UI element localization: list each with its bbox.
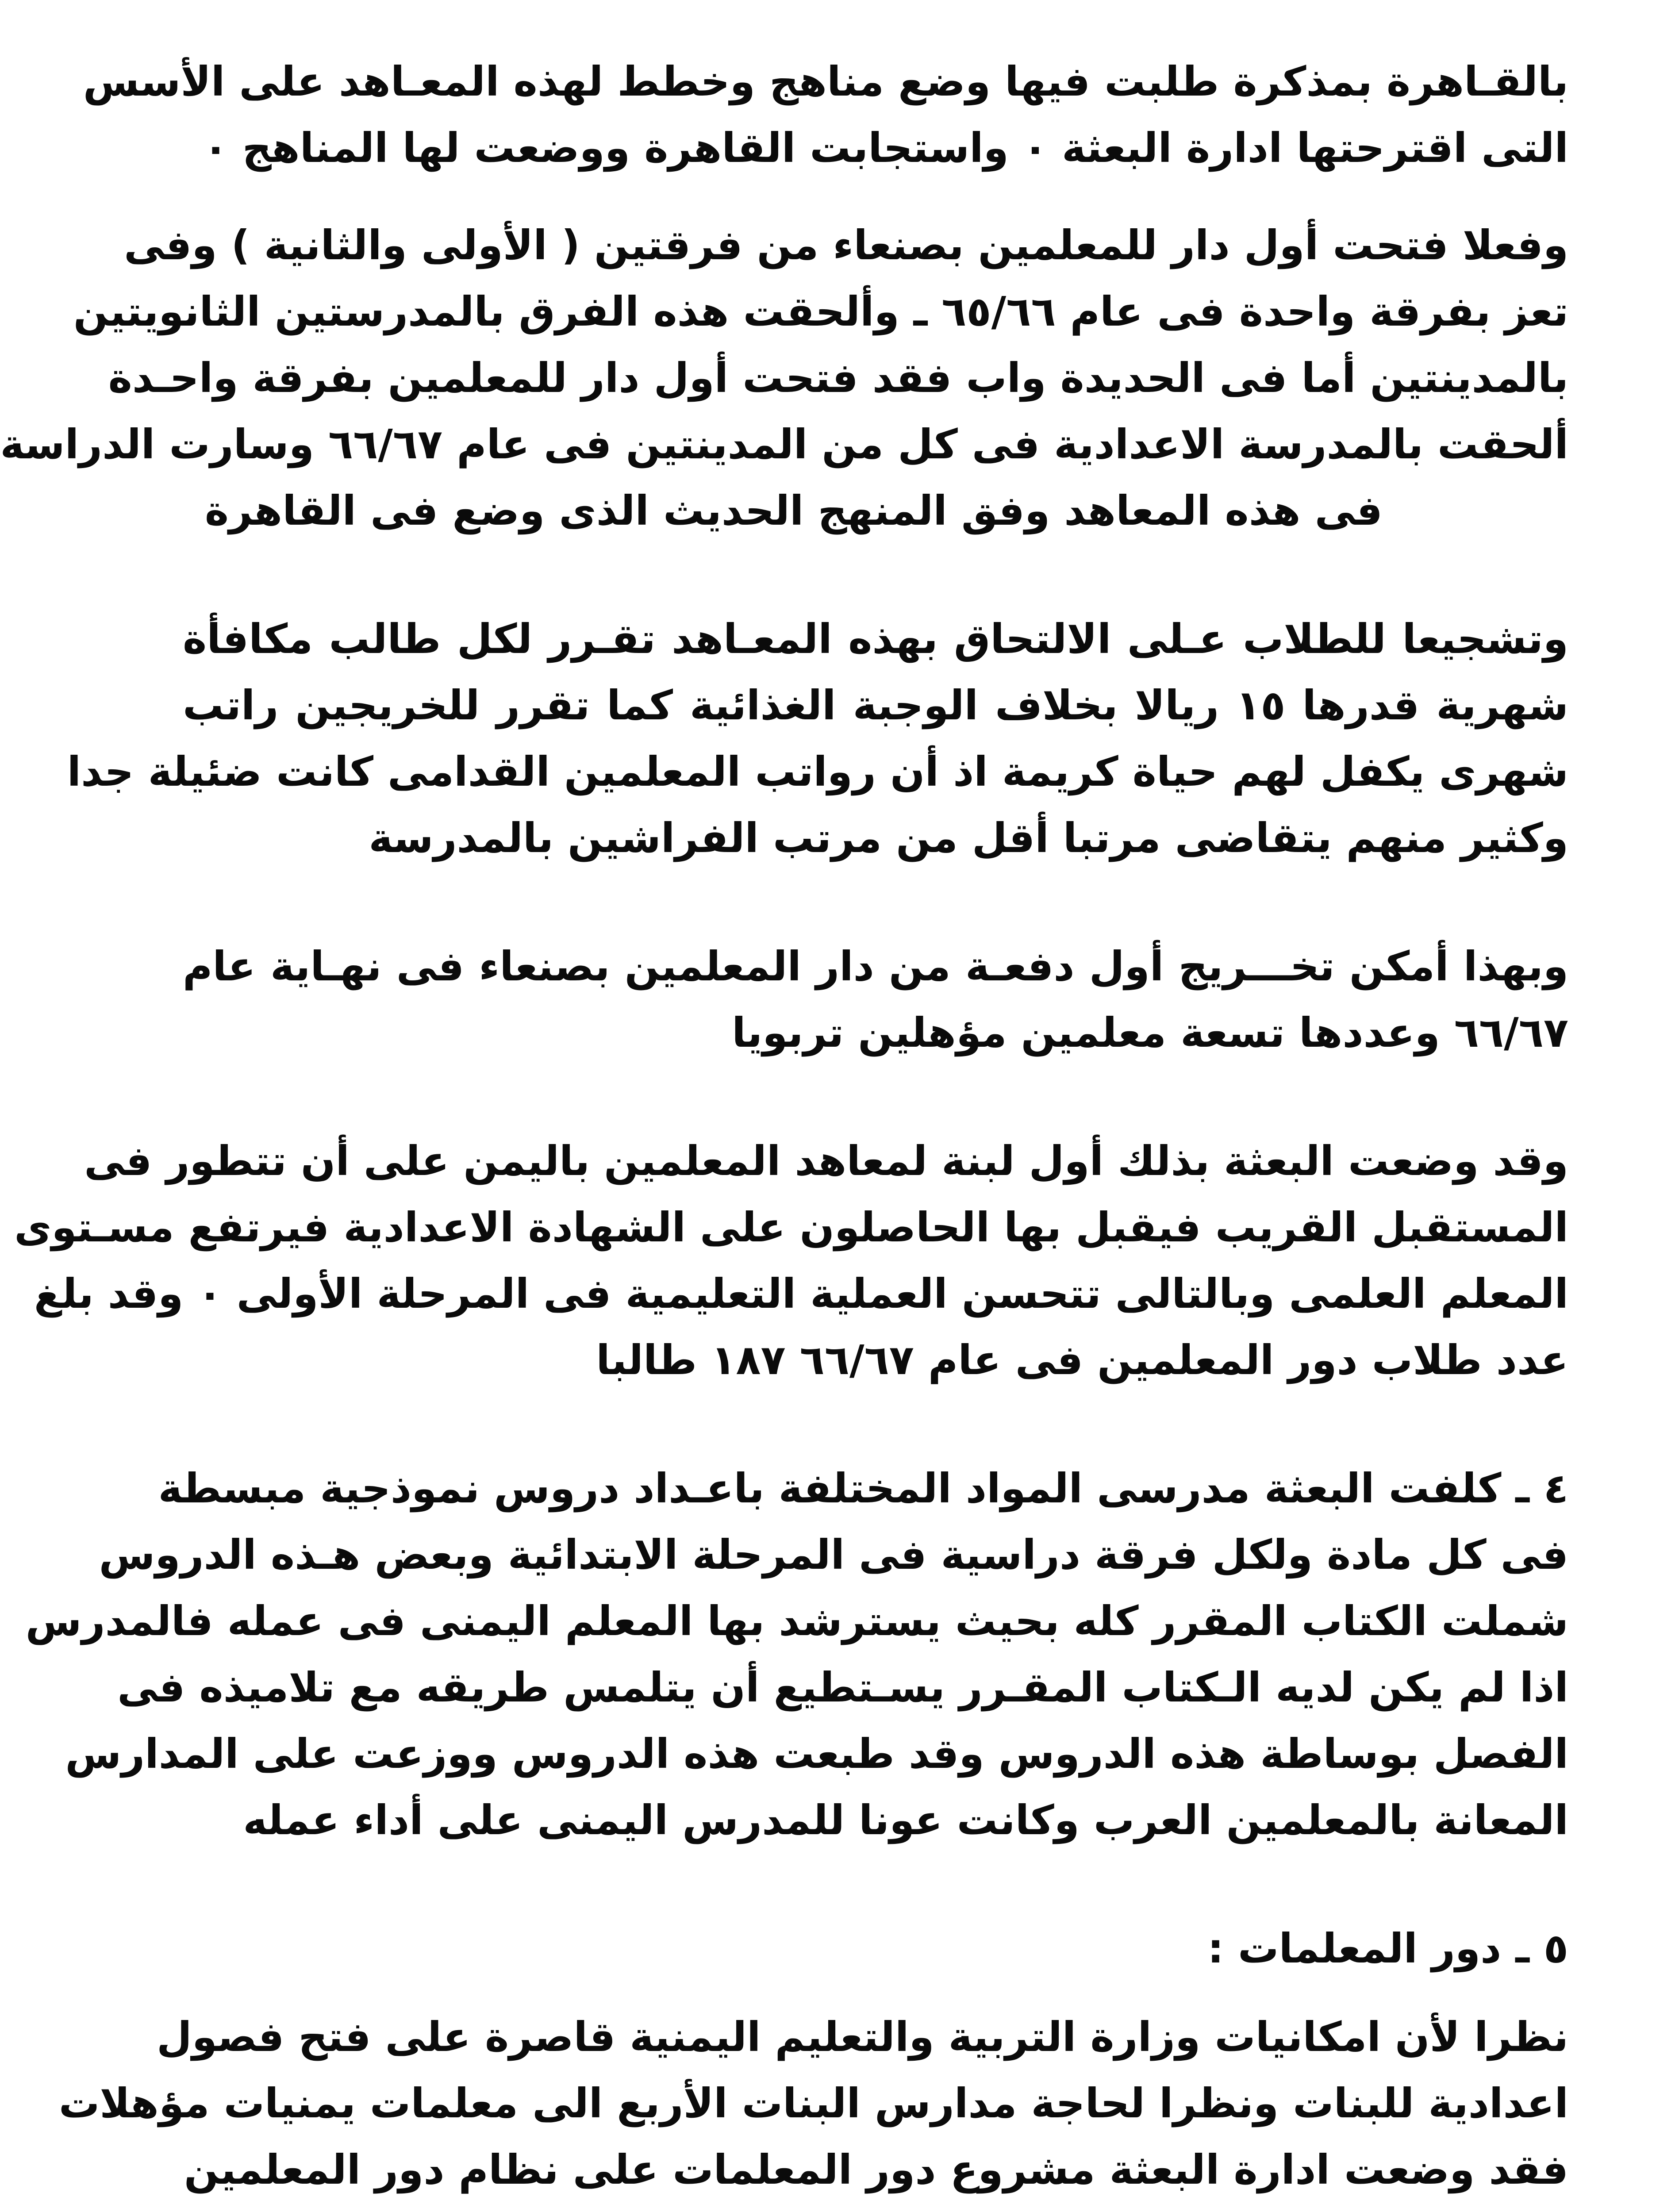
paragraph-1	[83, 49, 1568, 181]
text-line: اعدادية للبنات ونظرا لحاجة مدارس البنات الأربع الى معلمات يمنيات مؤهلات	[58, 2080, 1568, 2127]
paragraph-5	[14, 1128, 1568, 1394]
text-line: التى اقترحتها ادارة البعثة ٠ واستجابت القاهرة ووضعت لها المناهج ٠	[203, 124, 1568, 172]
paragraph-3	[67, 606, 1568, 872]
text-line: الفصل بوساطة هذه الدروس وقد طبعت هذه الدروس ووزعت على المدارس	[65, 1730, 1568, 1778]
text-line: نظرا لأن امكانيات وزارة التربية والتعليم اليمنية قاصرة على فتح فصول	[156, 2013, 1568, 2061]
text-line: اذا لم يكن لديه الـكتاب المقـرر يسـتطيع أن يتلمس طريقه مع تلاميذه فى	[117, 1664, 1568, 1711]
text-line: فقد وضعت ادارة البعثة مشروع دور المعلمات على نظام دور المعلمين	[184, 2146, 1568, 2193]
paragraph-4	[183, 933, 1568, 1066]
text-line: ٤ ـ كلفت البعثة مدرسى المواد المختلفة باعـداد دروس نموذجية مبسطة	[158, 1465, 1568, 1512]
section-heading: ٥ ـ دور المعلمات :	[1207, 1925, 1568, 1972]
text-line: المعانة بالمعلمين العرب وكانت عونا للمدرس اليمنى على أداء عمله	[243, 1797, 1568, 1844]
text-line: بالقـاهرة بمذكرة طلبت فيها وضع مناهج وخطط لهذه المعـاهد على الأسس	[83, 58, 1568, 105]
text-line: وتشجيعا للطلاب عـلى الالتحاق بهذه المعـاهد تقـرر لكل طالب مكافأة	[183, 615, 1568, 663]
text-line: ٦٦/٦٧ وعددها تسعة معلمين مؤهلين تربويا	[732, 1009, 1568, 1056]
text-line: وبهذا أمكن تخـــريج أول دفعـة من دار المعلمين بصنعاء فى نهـاية عام	[183, 943, 1568, 990]
paragraph-6	[25, 1455, 1568, 1854]
text-line: ألحقت بالمدرسة الاعدادية فى كل من المدينتين فى عام ٦٦/٦٧ وسارت الدراسة	[0, 421, 1568, 468]
text-line: تعز بفرقة واحدة فى عام ٦٥/٦٦ ـ وألحقت هذه الفرق بالمدرستين الثانويتين	[73, 288, 1568, 335]
text-line: فى هذه المعاهد وفق المنهج الحديث الذى وضع فى القاهرة	[204, 487, 1383, 534]
text-line: عدد طلاب دور المعلمين فى عام ٦٦/٦٧ ١٨٧ طالبا	[596, 1336, 1568, 1384]
text-line: فى كل مادة ولكل فرقة دراسية فى المرحلة الابتدائية وبعض هـذه الدروس	[99, 1531, 1568, 1578]
text-line: المعلم العلمى وبالتالى تتحسن العملية التعليمية فى المرحلة الأولى ٠ وقد بلغ	[34, 1270, 1568, 1317]
text-line: شهرى يكفل لهم حياة كريمة اذ أن رواتب المعلمين القدامى كانت ضئيلة جدا	[67, 748, 1568, 795]
text-line: بالمدينتين أما فى الحديدة واب فقد فتحت أول دار للمعلمين بفرقة واحـدة	[108, 354, 1568, 402]
text-line: وفعلا فتحت أول دار للمعلمين بصنعاء من فرقتين ( الأولى والثانية ) وفى	[124, 222, 1568, 269]
text-line: المستقبل القريب فيقبل بها الحاصلون على الشهادة الاعدادية فيرتفع مسـتوى	[14, 1204, 1568, 1251]
text-line: وكثير منهم يتقاضى مرتبا أقل من مرتب الفراشين بالمدرسة	[369, 814, 1568, 862]
paragraph-2	[0, 212, 1568, 544]
text-line: شهرية قدرها ١٥ ريالا بخلاف الوجبة الغذائية كما تقرر للخريجين راتب	[183, 682, 1568, 729]
paragraph-7	[58, 2004, 1568, 2203]
text-line: شملت الكتاب المقرر كله بحيث يسترشد بها المعلم اليمنى فى عمله فالمدرس	[25, 1598, 1568, 1645]
text-line: وقد وضعت البعثة بذلك أول لبنة لمعاهد المعلمين باليمن على أن تتطور فى	[84, 1137, 1568, 1185]
